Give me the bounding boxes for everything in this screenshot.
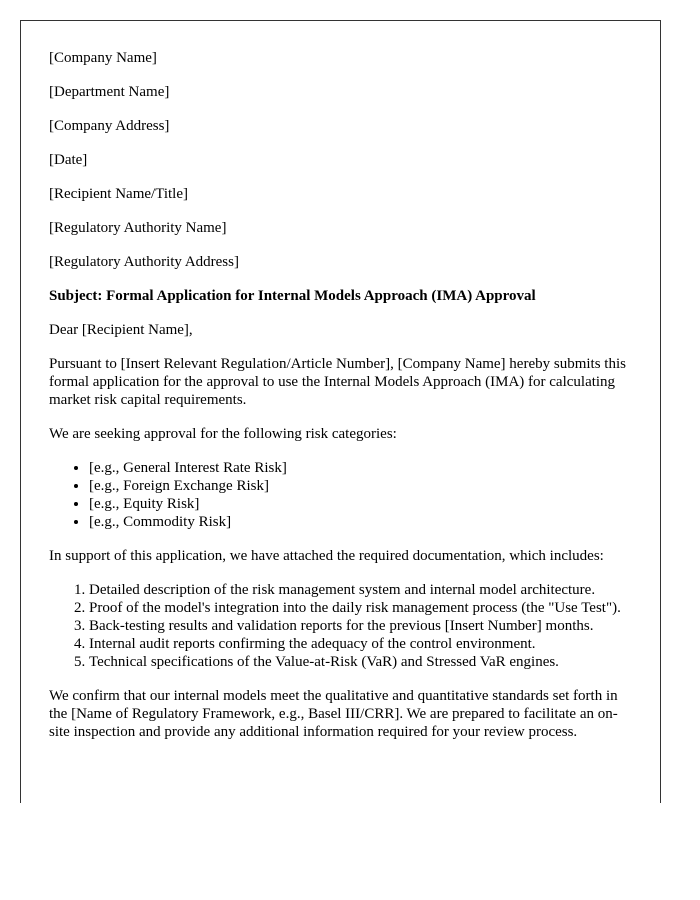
closing-paragraph: We confirm that our internal models meet the qualitative and quantitative standards set forth in the [Name of Regulatory Framework, e.g., Basel III/CRR]. We are prepared to facilitate an on-site inspection and provide any additional information required for your review process. [49, 688, 618, 740]
list-item: 2. Proof of the model's integration into the daily risk management process (the "Use Test"). [89, 599, 632, 617]
list-item: • [e.g., Commodity Risk] [89, 513, 632, 531]
letter-page [20, 20, 661, 803]
risk-category-list [49, 459, 632, 531]
risk-intro: We are seeking approval for the following risk categories: [49, 426, 397, 442]
list-item: • [e.g., Foreign Exchange Risk] [89, 477, 632, 495]
list-item: 3. Back-testing results and validation reports for the previous [Insert Number] months. [89, 617, 632, 635]
list-item: • [e.g., General Interest Rate Risk] [89, 459, 632, 477]
subject-line: Subject: Formal Application for Internal Models Approach (IMA) Approval [49, 288, 536, 304]
date: [Date] [49, 152, 88, 168]
department-name: [Department Name] [49, 84, 170, 100]
list-item: 1. Detailed description of the risk management system and internal model architecture. [89, 581, 632, 599]
authority-address: [Regulatory Authority Address] [49, 254, 239, 270]
intro-paragraph: Pursuant to [Insert Relevant Regulation/Article Number], [Company Name] hereby submits this formal application for the approval to use the Internal Models Approach (IMA) for calculating market risk capital requirements. [49, 356, 626, 408]
documents-list [49, 581, 632, 671]
list-item: 4. Internal audit reports confirming the adequacy of the control environment. [89, 635, 632, 653]
list-item: • [e.g., Equity Risk] [89, 495, 632, 513]
company-address: [Company Address] [49, 118, 170, 134]
company-name: [Company Name] [49, 50, 157, 66]
authority-name: [Regulatory Authority Name] [49, 220, 227, 236]
salutation: Dear [Recipient Name], [49, 322, 193, 338]
list-item: 5. Technical specifications of the Value-at-Risk (VaR) and Stressed VaR engines. [89, 653, 632, 671]
docs-intro: In support of this application, we have attached the required documentation, which includes: [49, 548, 604, 564]
recipient: [Recipient Name/Title] [49, 186, 188, 202]
